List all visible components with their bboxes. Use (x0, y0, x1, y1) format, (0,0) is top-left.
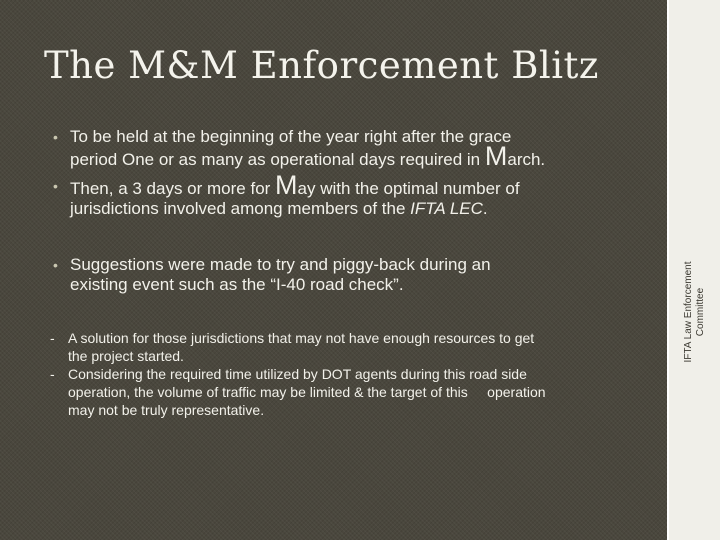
bullet-marker: • (53, 257, 58, 273)
sub-point (50, 365, 650, 419)
sub-point-line: operation, the volume of traffic may be limited & the target of this operation (68, 384, 546, 400)
bullet-line: Suggestions were made to try and piggy-back during an (70, 255, 491, 274)
dash-marker: - (50, 330, 55, 346)
bullet-line (70, 170, 650, 200)
bullet-big-letter: M (484, 141, 508, 171)
sidebar (667, 0, 720, 540)
bullet-item (50, 255, 650, 295)
bullet-text: ay with the optimal number of (297, 179, 520, 198)
bullet-text: Then, a 3 days or more for (70, 179, 276, 198)
bullet-item (50, 170, 650, 219)
bullet-italic-text: IFTA LEC (410, 199, 483, 218)
bullet-line (70, 199, 650, 219)
sidebar-line-2: Committee (695, 287, 706, 337)
bullet-text: . (482, 199, 488, 218)
sub-point-line: A solution for those jurisdictions that may not have enough resources to get (68, 330, 535, 346)
bullet-line: existing event such as the “I-40 road check”. (70, 275, 404, 294)
bullet-marker: • (53, 129, 58, 145)
bullet-big-letter: M (275, 170, 298, 200)
bullet-text: period One or as many as operational days required in (70, 150, 485, 169)
bullet-line: To be held at the beginning of the year right after the grace (70, 127, 512, 146)
sub-point-line: the project started. (68, 348, 184, 364)
dash-marker: - (50, 366, 55, 382)
sub-point-line: Considering the required time utilized by DOT agents during this road side (68, 366, 527, 382)
bullet-line (70, 141, 650, 171)
bullet-item (50, 127, 650, 170)
bullet-text: arch. (507, 150, 546, 169)
bullet-list (50, 127, 650, 419)
sub-point (50, 329, 650, 365)
sidebar-line-1: IFTA Law Enforcement (683, 261, 694, 363)
sub-point-line: may not be truly representative. (68, 402, 265, 418)
sidebar-label (683, 232, 707, 392)
bullet-text: jurisdictions involved among members of the (70, 199, 411, 218)
slide-title: The M&M Enforcement Blitz (44, 44, 599, 87)
bullet-marker: • (53, 178, 58, 194)
